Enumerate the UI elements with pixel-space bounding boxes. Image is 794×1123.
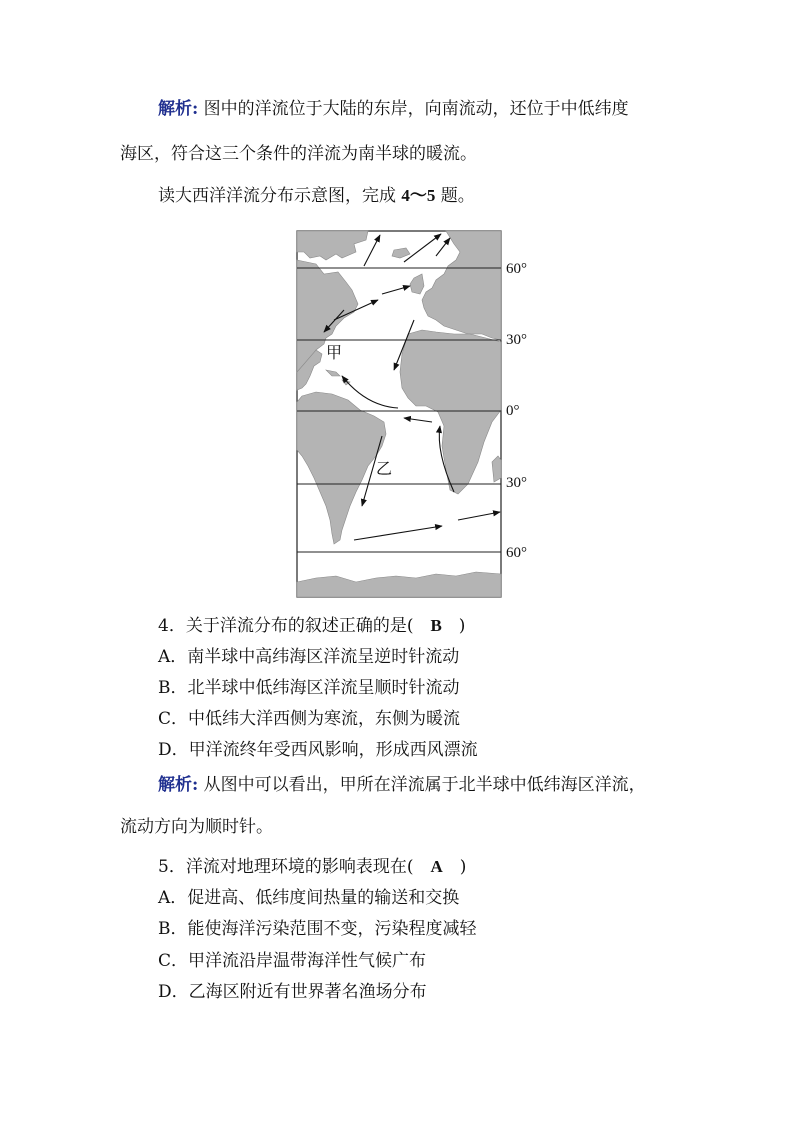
question-4-close: ): [441, 616, 466, 636]
question-4-option-a: A．南半球中高纬海区洋流呈逆时针流动: [158, 647, 460, 667]
question-5-option-d: D．乙海区附近有世界著名渔场分布: [158, 982, 427, 1002]
label-jia: 甲: [326, 343, 343, 362]
question-5-stem: [158, 855, 466, 879]
question-4-option-b: B．北半球中低纬海区洋流呈顺时针流动: [158, 678, 460, 698]
question-4-answer: B: [430, 616, 442, 635]
question-4-option-c: C．中低纬大洋西侧为寒流，东侧为暖流: [158, 709, 461, 729]
analysis-colon: :: [192, 99, 199, 119]
analysis-label: 解析: [158, 775, 192, 795]
intro-tail: 题。: [435, 186, 475, 206]
intro-text: 读大西洋洋流分布示意图，完成: [158, 186, 402, 206]
question-4-text: 4．关于洋流分布的叙述正确的是(: [158, 616, 431, 636]
analysis-text: 图中的洋流位于大陆的东岸，向南流动，还位于中低纬度: [198, 99, 629, 119]
question-4-option-d: D．甲洋流终年受西风影响，形成西风漂流: [158, 740, 478, 760]
latitude-label-60n: 60°: [506, 261, 527, 277]
analysis-2-line-2: 流动方向为顺时针。: [120, 817, 273, 837]
atlantic-current-map: [296, 230, 536, 600]
latitude-label-30n: 30°: [506, 332, 527, 348]
analysis-1-line-2: 海区，符合这三个条件的洋流为南半球的暖流。: [120, 144, 477, 164]
question-5-text: 5．洋流对地理环境的影响表现在(: [158, 857, 431, 877]
question-4-stem: [158, 614, 465, 638]
latitude-label-60s: 60°: [506, 545, 527, 561]
question-5-option-b: B．能使海洋污染范围不变，污染程度减轻: [158, 919, 477, 939]
analysis-colon: :: [192, 775, 199, 795]
analysis-text: 从图中可以看出，甲所在洋流属于北半球中低纬海区洋流，: [198, 775, 646, 795]
analysis-label: 解析: [158, 99, 192, 119]
question-5-option-a: A．促进高、低纬度间热量的输送和交换: [158, 888, 460, 908]
question-5-close: ): [442, 857, 467, 877]
label-yi: 乙: [376, 459, 393, 478]
analysis-1-line-1: [158, 97, 629, 121]
question-range: 4～5: [401, 186, 436, 205]
question-intro: [158, 184, 475, 208]
latitude-label-0: 0°: [506, 403, 520, 419]
question-5-answer: A: [430, 857, 443, 876]
question-5-option-c: C．甲洋流沿岸温带海洋性气候广布: [158, 951, 427, 971]
analysis-2-line-1: [158, 773, 646, 797]
latitude-label-30s: 30°: [506, 475, 527, 491]
